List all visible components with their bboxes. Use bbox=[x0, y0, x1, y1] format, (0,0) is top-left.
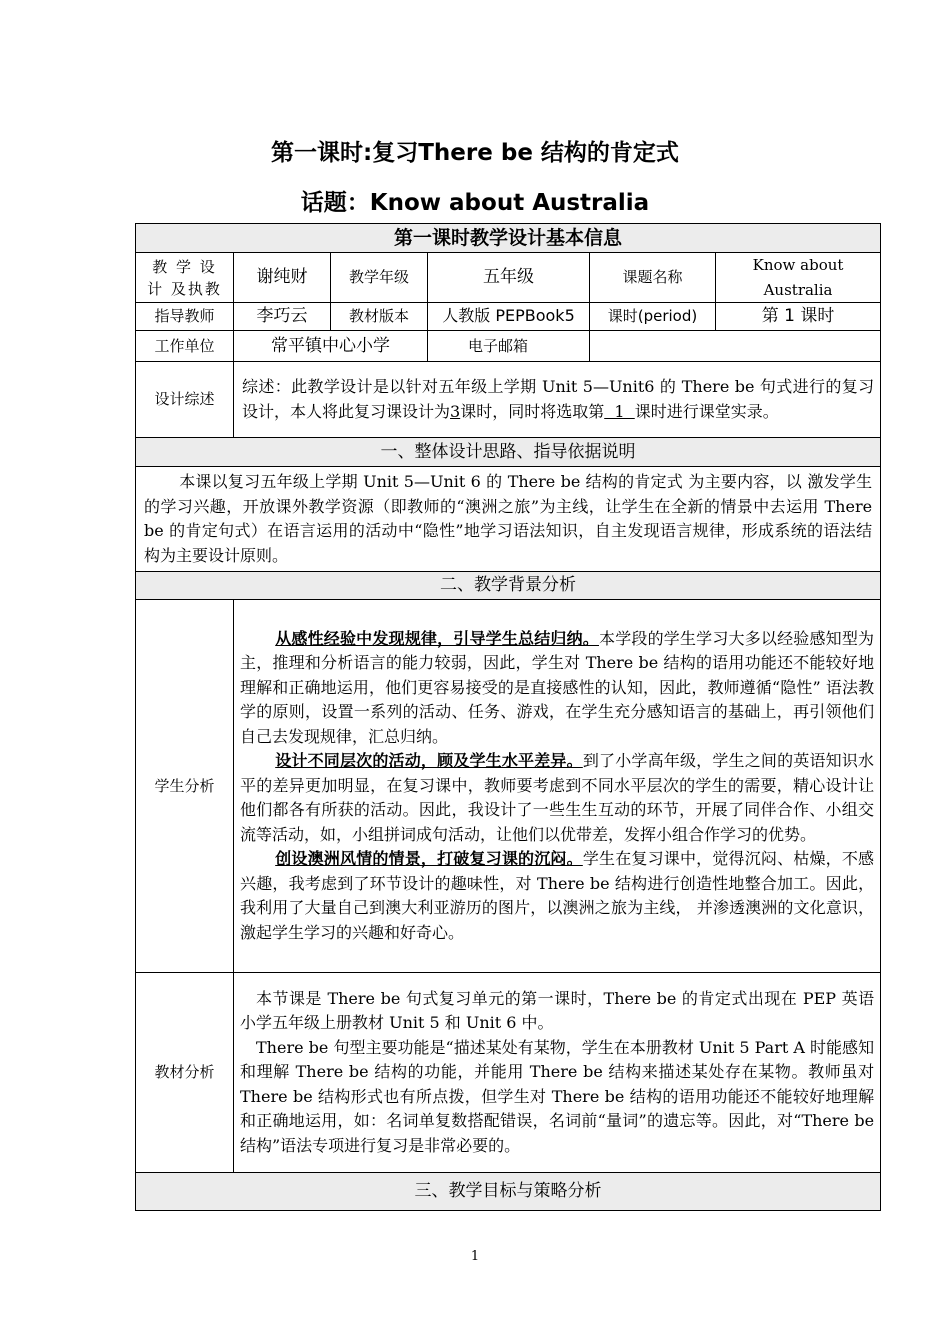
student-analysis-body bbox=[234, 600, 881, 973]
student-p1-text: 本学段的学生学习大多以经验感知型为主，推理和分析语言的能力较弱，因此，学生对 There be 结构的语用功能还不能较好地理解和正确地运用，他们更容易接受的是直接感性的认知，因此，教师遵循“隐性” 语法教学的原则，设置一系列的活动、任务、游戏，在学生充分感知语言的基础上，再引领他们自己去发现规律，汇总归纳。 bbox=[240, 628, 875, 746]
student-paragraph-1 bbox=[240, 627, 874, 750]
student-p2-emph: 设计不同层次的活动，顾及学生水平差异。 bbox=[275, 751, 583, 771]
lesson-info-table bbox=[135, 223, 881, 1211]
summary-count: 3 bbox=[450, 401, 461, 421]
grade-label: 教学年级 bbox=[331, 253, 428, 303]
student-p3-emph: 创设澳洲风情的情景，打破复习课的沉闷。 bbox=[275, 849, 583, 869]
section2-header: 二、教学背景分析 bbox=[136, 572, 881, 600]
topic-label: 课题名称 bbox=[590, 253, 716, 303]
grade-value: 五年级 bbox=[428, 253, 590, 303]
summary-chosen: 1 bbox=[604, 401, 635, 421]
student-p3-text: 学生在复习课中，觉得沉闷、枯燥，不感兴趣，我考虑到了环节设计的趣味性，对 There be 结构进行创造性地整合加工。因此，我利用了大量自己到澳大利亚游历的图片，以澳洲之旅为主线， 并渗透澳洲的文化意识， 激起学生学习的兴趣和好奇心。 bbox=[240, 849, 875, 942]
document-subtitle: 话题：Know about Australia bbox=[300, 190, 650, 216]
document-title: 第一课时:复习There be 结构的肯定式 bbox=[271, 140, 679, 166]
mentor-label: 指导教师 bbox=[136, 303, 234, 331]
section1-body bbox=[136, 467, 881, 572]
summary-text-a: 综述：此教学设计是以针对五年级上学期 Unit 5—Unit6 的 There be 句式进行的复习设计，本人将此复习课设计为 bbox=[242, 377, 875, 421]
summary-cell bbox=[234, 362, 881, 438]
section1-header: 一、整体设计思路、指导依据说明 bbox=[136, 438, 881, 467]
summary-label: 设计综述 bbox=[136, 362, 234, 438]
unit-label: 工作单位 bbox=[136, 331, 234, 362]
mentor-value: 李巧云 bbox=[234, 303, 331, 331]
topic-value: Know about Australia bbox=[716, 253, 881, 303]
summary-text-c: 课时进行课堂实录。 bbox=[634, 401, 779, 421]
material-paragraph-2: There be 句型主要功能是“描述某处有某物，学生在本册教材 Unit 5 Part A 时能感知和理解 There be 结构的功能，并能用 There be 结构来描述某处存在某物。教师虽对 There be 结构形式也有所点拨，但学生对 There be 结构的语用功能还不能较好地理解和正确地运用，如：名词单复数搭配错误，名词前“量词”的遗忘等。因此，对“There be 结构”语法专项进行复习是非常必要的。 bbox=[240, 1037, 875, 1155]
student-paragraph-3 bbox=[240, 847, 874, 945]
material-paragraph-1: 本节课是 There be 句式复习单元的第一课时，There be 的肯定式出现在 PEP 英语小学五年级上册教材 Unit 5 和 Unit 6 中。 bbox=[240, 988, 875, 1033]
edition-value: 人教版 PEPBook5 bbox=[428, 303, 590, 331]
period-value: 第 1 课时 bbox=[716, 303, 881, 331]
page-number: 1 bbox=[470, 1249, 480, 1264]
email-label: 电子邮箱 bbox=[428, 331, 590, 362]
designer-label: 教 学 设 计 及执教 bbox=[136, 253, 234, 303]
student-analysis-label: 学生分析 bbox=[136, 600, 234, 973]
edition-label: 教材版本 bbox=[331, 303, 428, 331]
student-p2-text: 到了小学高年级，学生之间的英语知识水平的差异更加明显，在复习课中，教师要考虑到不同水平层次的学生的需要，精心设计让他们都各有所获的活动。因此，我设计了一些生生互动的环节，开展了同伴合作、小组交流等活动，如，小组拼词成句活动，让他们以优带差，发挥小组合作学习的优势。 bbox=[240, 751, 875, 844]
table-header: 第一课时教学设计基本信息 bbox=[136, 224, 881, 253]
unit-value: 常平镇中心小学 bbox=[234, 331, 428, 362]
material-analysis-label: 教材分析 bbox=[136, 973, 234, 1173]
period-label: 课时(period) bbox=[590, 303, 716, 331]
student-p1-emph: 从感性经验中发现规律，引导学生总结归纳。 bbox=[275, 628, 599, 648]
email-value bbox=[590, 331, 881, 362]
section1-text: 本课以复习五年级上学期 Unit 5—Unit 6 的 There be 结构的肯定式 为主要内容，以 激发学生的学习兴趣，开放课外教学资源（即教师的“澳洲之旅”为主线，让学生在全新的情景中去运用 There be 的肯定句式）在语言运用的活动中“隐性”地学习语法知识，自主发现语言规律，形成系统的语法结构为主要设计原则。 bbox=[144, 472, 873, 565]
student-paragraph-2 bbox=[240, 749, 874, 847]
section3-header: 三、教学目标与策略分析 bbox=[136, 1173, 881, 1211]
summary-text-b: 课时，同时将选取第 bbox=[460, 401, 605, 421]
designer-value: 谢纯财 bbox=[234, 253, 331, 303]
material-analysis-body bbox=[234, 973, 881, 1173]
